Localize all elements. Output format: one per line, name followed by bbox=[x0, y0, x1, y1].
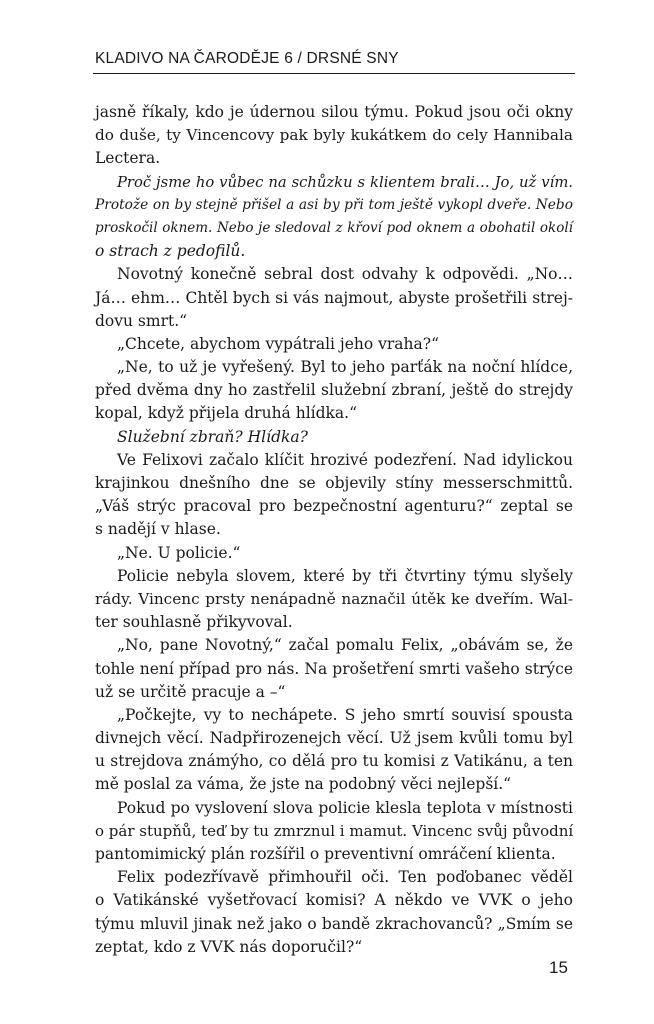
text-line: divnejch věcí. Nadpřirozenejch věcí. Už jsem kvůli tomu byl bbox=[95, 729, 573, 748]
text-line: „Chcete, abychom vypátrali jeho vraha?“ bbox=[117, 334, 440, 353]
text-line: Lectera. bbox=[95, 149, 161, 168]
text-line: zeptat, kdo z VVK nás doporučil?“ bbox=[95, 937, 363, 956]
text-line: týmu mluvil jinak než jako o bandě zkrachovanců? „Smím se bbox=[95, 914, 573, 933]
text-line: ter souhlasně přikyvoval. bbox=[95, 613, 293, 632]
text-line: o pár stupňů, teď by tu zmrznul i mamut. Vincenc svůj původní bbox=[95, 821, 574, 840]
text-line: Služební zbraň? Hlídka? bbox=[117, 427, 308, 446]
running-header: KLADIVO NA ČARODĚJE 6 / DRSNÉ SNY bbox=[95, 50, 399, 67]
text-line: krajinkou dnešního dne se objevily stíny messerschmittů. bbox=[95, 474, 573, 492]
page-number: 15 bbox=[549, 958, 568, 977]
text-line: rády. Vincenc prsty nenápadně naznačil útěk ke dveřím. Wal- bbox=[95, 589, 573, 608]
text-line: o strach z pedofilů. bbox=[95, 242, 246, 261]
text-line: tohle není případ pro nás. Na prošetření smrti vašeho strýce bbox=[95, 659, 573, 678]
text-line: „No, pane Novotný,“ začal pomalu Felix, „obávám se, že bbox=[117, 636, 573, 655]
text-line: dovu smrt.“ bbox=[95, 311, 188, 330]
text-line: Policie nebyla slovem, které by tři čtvrtiny týmu slyšely bbox=[117, 566, 573, 585]
text-line: do duše, ty Vincencovy pak byly kukátkem do cely Hannibala bbox=[95, 126, 573, 145]
body-text bbox=[95, 101, 573, 959]
text-line: Já… ehm… Chtěl bych si vás najmout, abyste prošetřili strej- bbox=[95, 288, 573, 307]
text-line: Proč jsme ho vůbec na schůzku s klientem brali… Jo, už vím. bbox=[117, 173, 573, 191]
text-line: pantomimický plán rozšířil o preventivní omráčení klienta. bbox=[95, 845, 556, 863]
text-line: s nadějí v hlase. bbox=[95, 520, 221, 539]
text-line: u strejdova známýho, co dělá pro tu komisi z Vatikánu, a ten bbox=[95, 752, 573, 771]
text-line: Novotný konečně sebral dost odvahy k odpovědi. „No… bbox=[117, 265, 573, 284]
text-line: „Ne, to už je vyřešený. Byl to jeho parťák na noční hlídce, bbox=[117, 358, 573, 377]
text-line: už se určitě pracuje a –“ bbox=[95, 682, 286, 701]
text-line: Ve Felixovi začalo klíčit hrozivé podezření. Nad idylickou bbox=[117, 450, 573, 469]
text-line: Protože on by stejně přišel a asi by při tom ještě vykopl dveře. Nebo bbox=[95, 196, 573, 213]
header-rule bbox=[93, 73, 575, 74]
text-line: „Váš strýc pracoval pro bezpečnostní agenturu?“ zeptal se bbox=[95, 497, 573, 516]
text-line: proskočil oknem. Nebo je sledoval z křoví pod oknem a obohatil okolí bbox=[95, 219, 573, 236]
text-line: Pokud po vyslovení slova policie klesla teplota v místnosti bbox=[117, 798, 573, 817]
text-line: Felix podezřívavě přimhouřil oči. Ten poďobanec věděl bbox=[117, 868, 573, 887]
text-line: mě poslal za váma, že jste na podobný věci nejlepší.“ bbox=[95, 775, 512, 794]
text-line: „Ne. U policie.“ bbox=[117, 543, 241, 562]
text-line: jasně říkaly, kdo je údernou silou týmu. Pokud jsou oči okny bbox=[95, 103, 573, 121]
text-line: kopal, když přijela druhá hlídka.“ bbox=[95, 404, 358, 423]
text-line: před dvěma dny ho zastřelil služební zbraní, ještě do strejdy bbox=[95, 381, 573, 400]
text-line: o Vatikánské vyšetřovací komisi? A někdo ve VVK o jeho bbox=[95, 891, 573, 910]
text-line: „Počkejte, vy to nechápete. S jeho smrtí souvisí spousta bbox=[117, 705, 573, 724]
